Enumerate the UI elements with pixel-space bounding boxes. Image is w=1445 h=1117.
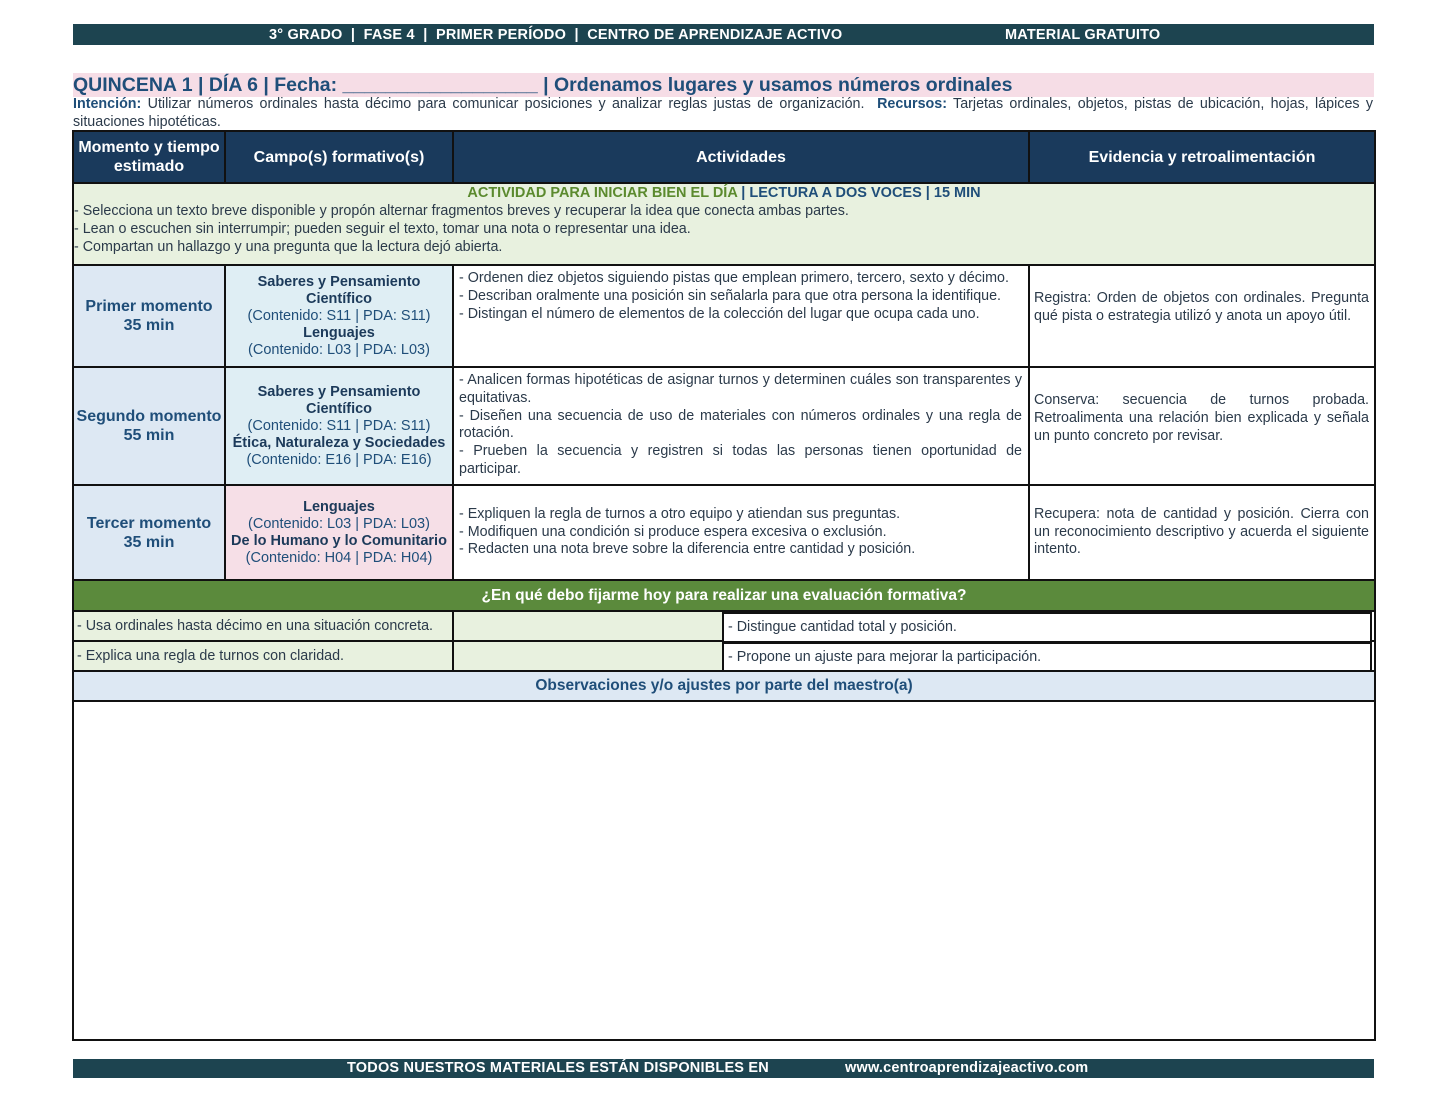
lesson-plan-table [72, 130, 1376, 1041]
moment-name: Tercer momento [86, 514, 212, 532]
moment-name: Primer momento [85, 298, 213, 315]
campo-cell [225, 367, 453, 485]
campo-cell [225, 485, 453, 580]
moment-row-3 [73, 485, 1375, 580]
footer-bar [73, 1059, 1374, 1078]
observations-area[interactable] [73, 701, 1375, 1040]
evaluation-item: - Explica una regla de turnos con claridad. [73, 641, 453, 671]
header-evidence: Evidencia y retroalimentación [1029, 131, 1375, 183]
start-activity-line: - Lean o escuchen sin interrumpir; pueden seguir el texto, tomar una nota o representar una idea. [74, 221, 691, 237]
footer-url-link[interactable]: www.centroaprendizajeactivo.com [845, 1060, 1089, 1076]
header-info: 3° GRADO | FASE 4 | PRIMER PERÍODO | CENTRO DE APRENDIZAJE ACTIVO [269, 26, 843, 43]
evaluation-row [73, 611, 1375, 641]
campo-field: Lenguajes [303, 498, 375, 515]
moment-time: 35 min [123, 533, 175, 551]
moment-name: Segundo momento [76, 408, 222, 425]
resources-text: Tarjetas ordinales, objetos, pistas de ubicación, hojas, lápices y situaciones hipotéticas. [73, 96, 1373, 130]
evaluation-item-right: - Propone un ajuste para mejorar la participación. [722, 642, 1372, 672]
activities-cell [453, 367, 1029, 485]
start-activity-title-green: ACTIVIDAD PARA INICIAR BIEN EL DÍA [467, 185, 738, 201]
header-activities: Actividades [453, 131, 1029, 183]
table-header-row [73, 131, 1375, 183]
moment-cell [73, 367, 225, 485]
evaluation-item [1029, 641, 1375, 671]
start-activity-row [73, 183, 1375, 265]
header-campo: Campo(s) formativo(s) [225, 131, 453, 183]
campo-field: Saberes y Pensamiento Científico [257, 383, 421, 417]
activities-cell [453, 265, 1029, 367]
moment-cell [73, 265, 225, 367]
observations-body-row [73, 701, 1375, 1040]
header-bar [73, 24, 1374, 45]
footer-text: TODOS NUESTROS MATERIALES ESTÁN DISPONIBLES EN [347, 1060, 769, 1076]
campo-content: (Contenido: H04 | PDA: H04) [245, 549, 433, 566]
moment-row-1 [73, 265, 1375, 367]
observations-title: Observaciones y/o ajustes por parte del maestro(a) [73, 671, 1375, 701]
evaluation-title: ¿En qué debo fijarme hoy para realizar una evaluación formativa? [73, 580, 1375, 611]
moment-row-2 [73, 367, 1375, 485]
evidence-cell: Conserva: secuencia de turnos probada. Retroalimenta una relación bien explicada y señala un punto concreto por revisar. [1029, 367, 1375, 485]
campo-content: (Contenido: S11 | PDA: S11) [247, 417, 431, 434]
start-activity-cell [73, 183, 1375, 265]
observations-header-row [73, 671, 1375, 701]
evaluation-item: - Usa ordinales hasta décimo en una situación concreta. [73, 611, 453, 641]
campo-content: (Contenido: L03 | PDA: L03) [248, 515, 430, 532]
activity-item: - Analicen formas hipotéticas de asignar turnos y determinen cuáles son transparentes y equitativas. [459, 372, 1022, 406]
activity-item: - Prueben la secuencia y registren si todas las personas tienen oportunidad de participar. [459, 443, 1022, 477]
evaluation-spacer [453, 641, 1029, 671]
evaluation-row [73, 641, 1375, 671]
moment-time: 55 min [123, 427, 175, 444]
evaluation-item-right: - Distingue cantidad total y posición. [722, 612, 1372, 641]
campo-field: Saberes y Pensamiento Científico [257, 273, 421, 307]
activity-item: - Ordenen diez objetos siguiendo pistas que emplean primero, tercero, sexto y décimo. [459, 270, 1009, 286]
activity-item: - Describan oralmente una posición sin señalarla para que otra persona la identifique. [459, 287, 1002, 304]
activity-item: - Expliquen la regla de turnos a otro equipo y atiendan sus preguntas. [459, 505, 901, 522]
evidence-cell: Registra: Orden de objetos con ordinales. Pregunta qué pista o estrategia utilizó y anota un apoyo útil. [1029, 265, 1375, 367]
campo-field: De lo Humano y lo Comunitario [231, 532, 447, 549]
evidence-cell: Recupera: nota de cantidad y posición. Cierra con un reconocimiento descriptivo y acuerda el siguiente intento. [1029, 485, 1375, 580]
intent-label: Intención: [73, 96, 142, 112]
intent-paragraph [73, 96, 1373, 131]
start-activity-title [74, 184, 1374, 202]
header-moment: Momento y tiempo estimado [73, 131, 225, 183]
page-title: QUINCENA 1 | DÍA 6 | Fecha: __________________ | Ordenamos lugares y usamos números ordinales [73, 73, 1374, 97]
moment-time: 35 min [123, 317, 175, 334]
start-activity-title-blue: | LECTURA A DOS VOCES | 15 MIN [737, 185, 981, 201]
campo-content: (Contenido: L03 | PDA: L03) [248, 341, 430, 358]
activity-item: - Distingan el número de elementos de la colección del lugar que ocupa cada uno. [459, 305, 980, 322]
start-activity-line: - Compartan un hallazgo y una pregunta que la lectura dejó abierta. [74, 239, 503, 255]
start-activity-line: - Selecciona un texto breve disponible y propón alternar fragmentos breves y recuperar la idea que conecta ambas partes. [74, 203, 849, 219]
intent-text: Utilizar números ordinales hasta décimo para comunicar posiciones y analizar reglas justas de organización. [147, 96, 865, 112]
evaluation-header-row [73, 580, 1375, 611]
campo-content: (Contenido: E16 | PDA: E16) [246, 451, 432, 468]
campo-field: Lenguajes [303, 324, 375, 341]
campo-field: Ética, Naturaleza y Sociedades [232, 434, 446, 451]
campo-content: (Contenido: S11 | PDA: S11) [247, 307, 431, 324]
activity-item: - Redacten una nota breve sobre la diferencia entre cantidad y posición. [459, 541, 916, 558]
header-free-label: MATERIAL GRATUITO [1005, 26, 1161, 43]
moment-cell [73, 485, 225, 580]
evaluation-item [1029, 611, 1375, 641]
activities-cell [453, 485, 1029, 580]
activity-item: - Modifiquen una condición si produce espera excesiva o exclusión. [459, 523, 887, 540]
resources-label: Recursos: [877, 96, 947, 112]
activity-item: - Diseñen una secuencia de uso de materiales con números ordinales y una regla de rotación. [459, 407, 1022, 442]
evaluation-spacer [453, 611, 1029, 641]
campo-cell [225, 265, 453, 367]
